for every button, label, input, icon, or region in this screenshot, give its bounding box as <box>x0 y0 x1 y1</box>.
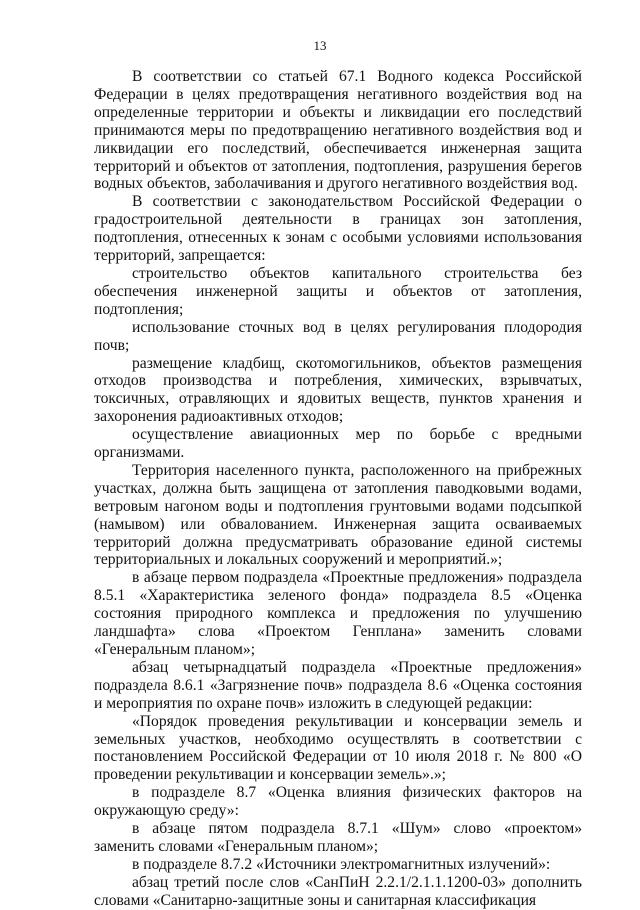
paragraph-water-code: В соответствии со статьей 67.1 Водного кодекса Российской Федерации в целях предотвращения негативного воздействия вод на определенные территории и объекты и ликвидации его последствий принимаются меры по предотвращению негативного воздействия вод и ликвидации его последствий, обеспечивается инженерная защита территорий и объектов от затопления, подтопления, разрушения берегов водных объектов, заболачивания и другого негативного воздействия вод. <box>94 68 582 193</box>
paragraph-green-fund: в абзаце первом подраздела «Проектные предложения» подраздела 8.5.1 «Характеристика зеленого фонда» подраздела 8.5 «Оценка состояния природного комплекса и предложения по улучшению ландшафта» слова «Проектом Генплана» заменить словами «Генеральным планом»; <box>94 569 582 658</box>
document-body <box>94 68 582 910</box>
paragraph-settlement-territory: Территория населенного пункта, расположенного на прибрежных участках, должна быть защищена от затопления паводковыми водами, ветровым нагоном воды и подтопления грунтовыми водами подсыпкой (намывом) или обвалованием. Инженерная защита осваиваемых территорий должна предусматривать образование единой системы территориальных и локальных сооружений и мероприятий.»; <box>94 461 582 569</box>
paragraph-capital-construction: строительство объектов капитального строительства без обеспечения инженерной защиты и объектов от затопления, подтопления; <box>94 264 582 318</box>
paragraph-cemeteries: размещение кладбищ, скотомогильников, объектов размещения отходов производства и потребления, химических, взрывчатых, токсичных, отравляющих и ядовитых веществ, пунктов хранения и захоронения радиоактивных отходов; <box>94 354 582 426</box>
paragraph-sanpin: абзац третий после слов «СанПиН 2.2.1/2.1.1.1200-03» дополнить словами «Санитарно-защитные зоны и санитарная классификация <box>94 873 582 909</box>
page-number: 13 <box>313 38 327 53</box>
paragraph-physical-factors: в подразделе 8.7 «Оценка влияния физических факторов на окружающую среду»: <box>94 784 582 820</box>
paragraph-noise: в абзаце пятом подраздела 8.7.1 «Шум» слово «проектом» заменить словами «Генеральным планом»; <box>94 820 582 855</box>
paragraph-recultivation: «Порядок проведения рекультивации и консервации земель и земельных участков, необходимо осуществлять в соответствии с постановлением Российской Федерации от 10 июля 2018 г. № 800 «О проведении рекультивации и консервации земель».»; <box>94 712 582 784</box>
paragraph-aviation: осуществление авиационных мер по борьбе с вредными организмами. <box>94 426 582 462</box>
paragraph-wastewater: использование сточных вод в целях регулирования плодородия почв; <box>94 318 582 354</box>
paragraph-urban-planning: В соответствии с законодательством Российской Федерации о градостроительной деятельности в границах зон затопления, подтопления, отнесенных к зонам с особыми условиями использования территорий, запрещается: <box>94 193 582 265</box>
paragraph-electromagnetic: в подразделе 8.7.2 «Источники электромагнитных излучений»: <box>132 855 551 873</box>
paragraph-soil-pollution: абзац четырнадцатый подраздела «Проектные предложения» подраздела 8.6.1 «Загрязнение почв» подраздела 8.6 «Оценка состояния и мероприятия по охране почв» изложить в следующей редакции: <box>94 658 582 712</box>
